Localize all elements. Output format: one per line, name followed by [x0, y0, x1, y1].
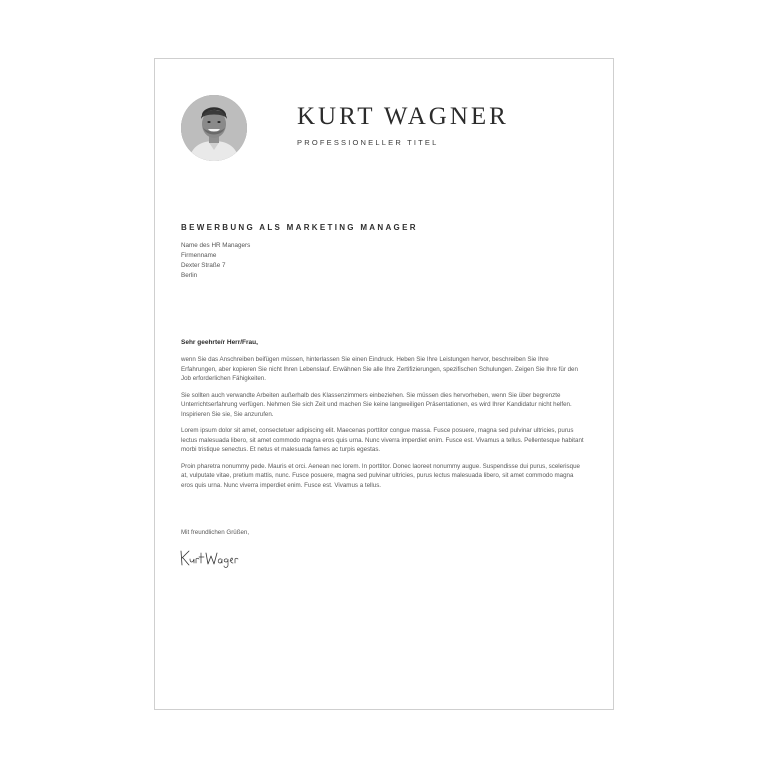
recipient-street: Dexter Straße 7 [181, 262, 226, 269]
handwritten-signature [177, 547, 239, 569]
body-paragraph: Proin pharetra nonummy pede. Mauris et orci. Aenean nec lorem. In porttitor. Donec laoreet nonummy augue. Suspendisse dui purus, scelerisque at, vulputate vitae, pretium mattis, nunc. Fusce posuere, magna sed pulvinar ultricies, purus lectus malesuada libero, sit amet commodo magna eros quis urna. Nunc viverra imperdiet enim. Fusce est. Vivamus a tellus. [181, 462, 580, 489]
letter-subject: BEWERBUNG ALS MARKETING MANAGER [181, 223, 418, 232]
recipient-address [181, 241, 250, 281]
salutation: Sehr geehrte/r Herr/Frau, [181, 339, 258, 346]
body-paragraph: Sie sollten auch verwandte Arbeiten außerhalb des Klassenzimmers einbeziehen. Sie müssen dies hervorheben, wenn Sie über begrenzte Unterrichtserfahrung verfügen. Nehmen Sie sich Zeit und machen Sie keine langweiligen Präsentationen, es wird Ihrer Kandidatur nicht helfen. Inspirieren Sie sie, Sie anzurufen. [181, 391, 572, 418]
body-paragraph: wenn Sie das Anschreiben beifügen müssen, hinterlassen Sie einen Eindruck. Heben Sie Ihre Leistungen hervor, beschreiben Sie Ihre Erfahrungen, aber kopieren Sie nicht Ihren Lebenslauf. Erwähnen Sie alle Ihre Zertifizierungen, spezifischen Schulungen. Zeigen Sie Ihre für den Job erforderlichen Fähigkeiten. [181, 356, 578, 382]
recipient-city: Berlin [181, 272, 198, 279]
profile-photo [181, 95, 247, 161]
letter-page [154, 58, 614, 710]
letter-body [181, 355, 585, 497]
applicant-name: KURT WAGNER [297, 103, 509, 130]
portrait-image [181, 95, 247, 161]
recipient-name: Name des HR Managers [181, 242, 251, 249]
recipient-company: Firmenname [181, 252, 217, 259]
body-paragraph: Lorem ipsum dolor sit amet, consectetuer adipiscing elit. Maecenas porttitor congue massa. Fusce posuere, magna sed pulvinar ultricies, purus lectus malesuada libero, sit amet commodo magna eros quis urna. Nunc viverra imperdiet enim. Fusce est. Vivamus a tellus. Pellentesque habitant morbi tristique senectus. Et netus et malesuada fames ac turpis egestas. [181, 427, 584, 453]
closing-line: Mit freundlichen Grüßen, [181, 529, 250, 536]
professional-title: PROFESSIONELLER TITEL [297, 138, 439, 147]
